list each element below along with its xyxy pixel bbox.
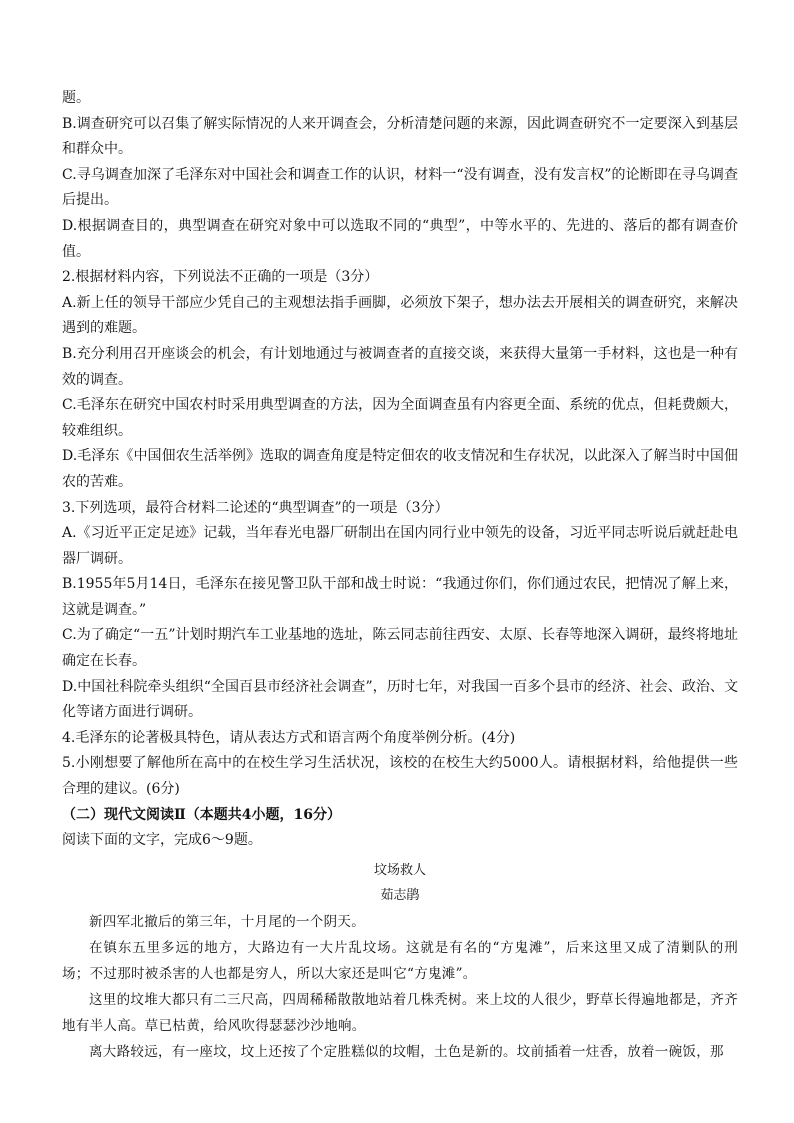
- q1-option-d: D.根据调查目的，典型调查在研究对象中可以选取不同的“典型”，中等水平的、先进的、落后的都有调查价值。: [62, 217, 738, 260]
- story-paragraph: 新四军北撤后的第三年，十月尾的一个阴天。: [89, 914, 365, 930]
- document-page: [62, 86, 738, 1065]
- q4-stem: 4.毛泽东的论著极具特色，请从表达方式和语言两个角度举例分析。(4分): [62, 729, 516, 746]
- section-instruction: 阅读下面的文字，完成6～9题。: [62, 832, 262, 849]
- q2-option-c: C.毛泽东在研究中国农村时采用典型调查的方法，因为全面调查虽有内容更全面、系统的优点，但耗费颇大，较难组织。: [62, 397, 738, 439]
- q3-option-c: C.为了确定“一五”计划时期汽车工业基地的选址，陈云同志前往西安、太原、长春等地深入调研，最终将地址确定在长春。: [62, 627, 738, 670]
- q3-stem: 3.下列选项，最符合材料二论述的“典型调查”的一项是（3分）: [62, 499, 449, 516]
- q1-tail: 题。: [62, 90, 90, 106]
- story-paragraph: 在镇东五里多远的地方，大路边有一大片乱坟场。这就是有名的“方鬼滩”，后来这里又成了清剿队的刑场；不过那时被杀害的人也都是穷人，所以大家还是叫它“方鬼滩”。: [62, 940, 738, 982]
- q3-option-a: A.《习近平正定足迹》记载，当年春光电器厂研制出在国内同行业中领先的设备，习近平同志听说后就赶赴电器厂调研。: [62, 525, 738, 567]
- story-paragraph: 离大路较远，有一座坟，坟上还按了个定胜糕似的坟帽，土色是新的。坟前插着一炷香，放着一碗饭，那: [89, 1044, 724, 1060]
- q3-option-d: D.中国社科院牵头组织“全国百县市经济社会调查”，历时七年，对我国一百多个县市的经济、社会、政治、文化等诸方面进行调研。: [62, 678, 738, 721]
- section-heading: （二）现代文阅读Ⅱ（本题共4小题，16分）: [62, 806, 342, 823]
- q2-option-d: D.毛泽东《中国佃农生活举例》选取的调查角度是特定佃农的收支情况和生存状况，以此深入了解当时中国佃农的苦难。: [62, 448, 738, 490]
- q2-option-b: B.充分利用召开座谈会的机会，有计划地通过与被调查者的直接交谈，来获得大量第一手材料，这也是一种有效的调查。: [62, 345, 738, 388]
- story-paragraph: 这里的坟堆大都只有二三尺高，四周稀稀散散地站着几株秃树。来上坟的人很少，野草长得遍地都是，齐齐地有半人高。草已枯黄，给风吹得瑟瑟沙沙地响。: [62, 992, 738, 1034]
- q5-stem: 5.小刚想要了解他所在高中的在校生学习生活状况，该校的在校生大约5000人。请根据材料，给他提供一些合理的建议。(6分): [62, 755, 738, 798]
- story-title: 坟场救人: [373, 862, 426, 878]
- q3-option-b: B.1955年5月14日，毛泽东在接见警卫队干部和战士时说：“我通过你们，你们通过农民，把情况了解上来，这就是调查。”: [62, 576, 738, 618]
- q1-option-b: B.调查研究可以召集了解实际情况的人来开调查会，分析清楚问题的来源，因此调查研究不一定要深入到基层和群众中。: [62, 115, 738, 158]
- q1-option-c: C.寻乌调查加深了毛泽东对中国社会和调查工作的认识，材料一“没有调查，没有发言权”的论断即在寻乌调查后提出。: [62, 166, 738, 209]
- q2-option-a: A.新上任的领导干部应少凭自己的主观想法指手画脚，必须放下架子，想办法去开展相关的调查研究，来解决遇到的难题。: [62, 294, 738, 337]
- story-author: 茹志鹃: [380, 888, 420, 904]
- q2-stem: 2.根据材料内容，下列说法不正确的一项是（3分）: [62, 269, 379, 286]
